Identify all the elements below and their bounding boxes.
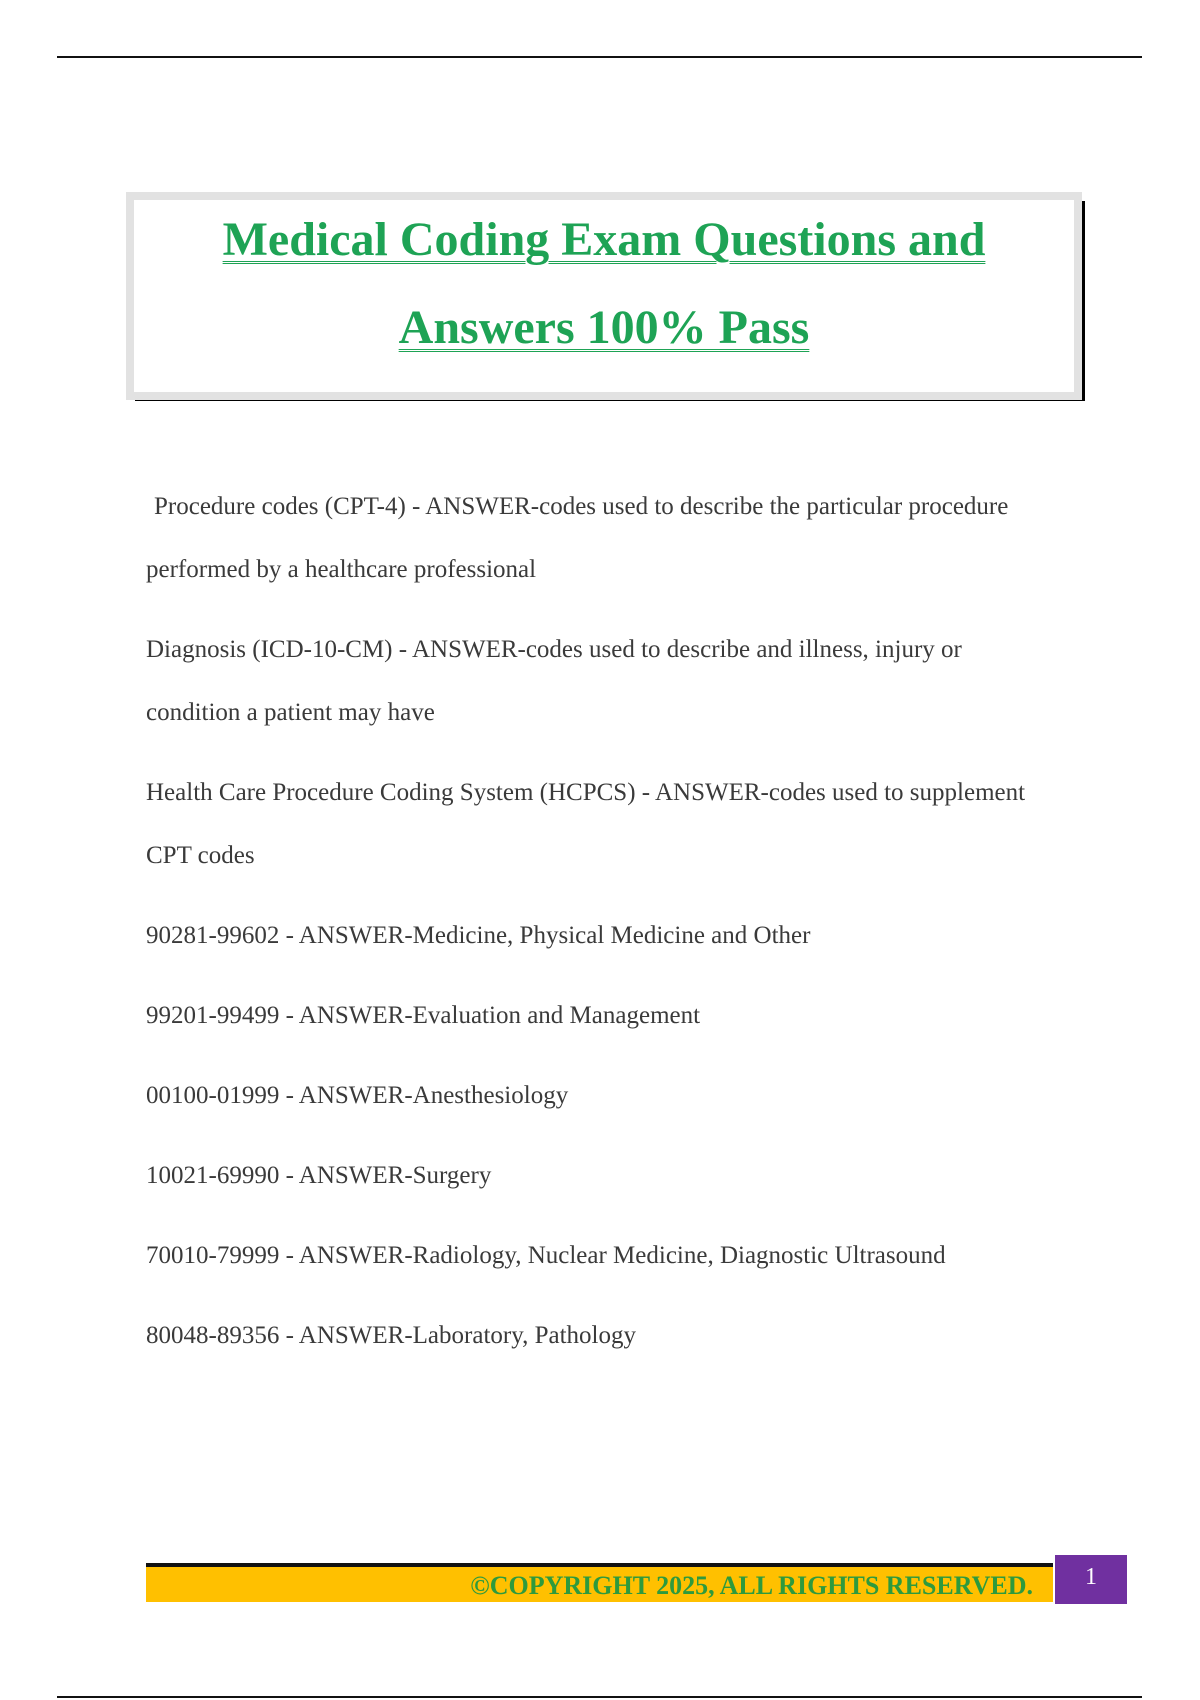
qa-item: 70010-79999 - ANSWER-Radiology, Nuclear Medicine, Diagnostic Ultrasound (146, 1242, 946, 1269)
document-title-line-2: Answers 100% Pass (398, 301, 810, 354)
document-title-line-1: Medical Coding Exam Questions and (222, 213, 986, 266)
qa-item: 99201-99499 - ANSWER-Evaluation and Management (146, 1002, 701, 1029)
footer-rule (57, 1696, 1142, 1698)
qa-item: 00100-01999 - ANSWER-Anesthesiology (146, 1082, 569, 1109)
copyright-notice: ©COPYRIGHT 2025, ALL RIGHTS RESERVED. (470, 1571, 1033, 1600)
qa-item: 90281-99602 - ANSWER-Medicine, Physical Medicine and Other (146, 922, 811, 949)
page-number-badge: 1 (1055, 1555, 1127, 1604)
question-answer-list (146, 475, 1056, 1384)
qa-item: Diagnosis (ICD-10-CM) - ANSWER-codes used to describe and illness, injury or condition a patient may have (146, 636, 962, 726)
qa-item: 80048-89356 - ANSWER-Laboratory, Pathology (146, 1322, 636, 1349)
header-rule (57, 56, 1142, 58)
qa-item: Health Care Procedure Coding System (HCPCS) - ANSWER-codes used to supplement CPT codes (146, 779, 1026, 869)
title-box (126, 192, 1082, 400)
footer-band (146, 1563, 1053, 1602)
qa-item: Procedure codes (CPT-4) - ANSWER-codes used to describe the particular procedure performed by a healthcare professional (146, 493, 1009, 583)
qa-item: 10021-69990 - ANSWER-Surgery (146, 1162, 492, 1189)
